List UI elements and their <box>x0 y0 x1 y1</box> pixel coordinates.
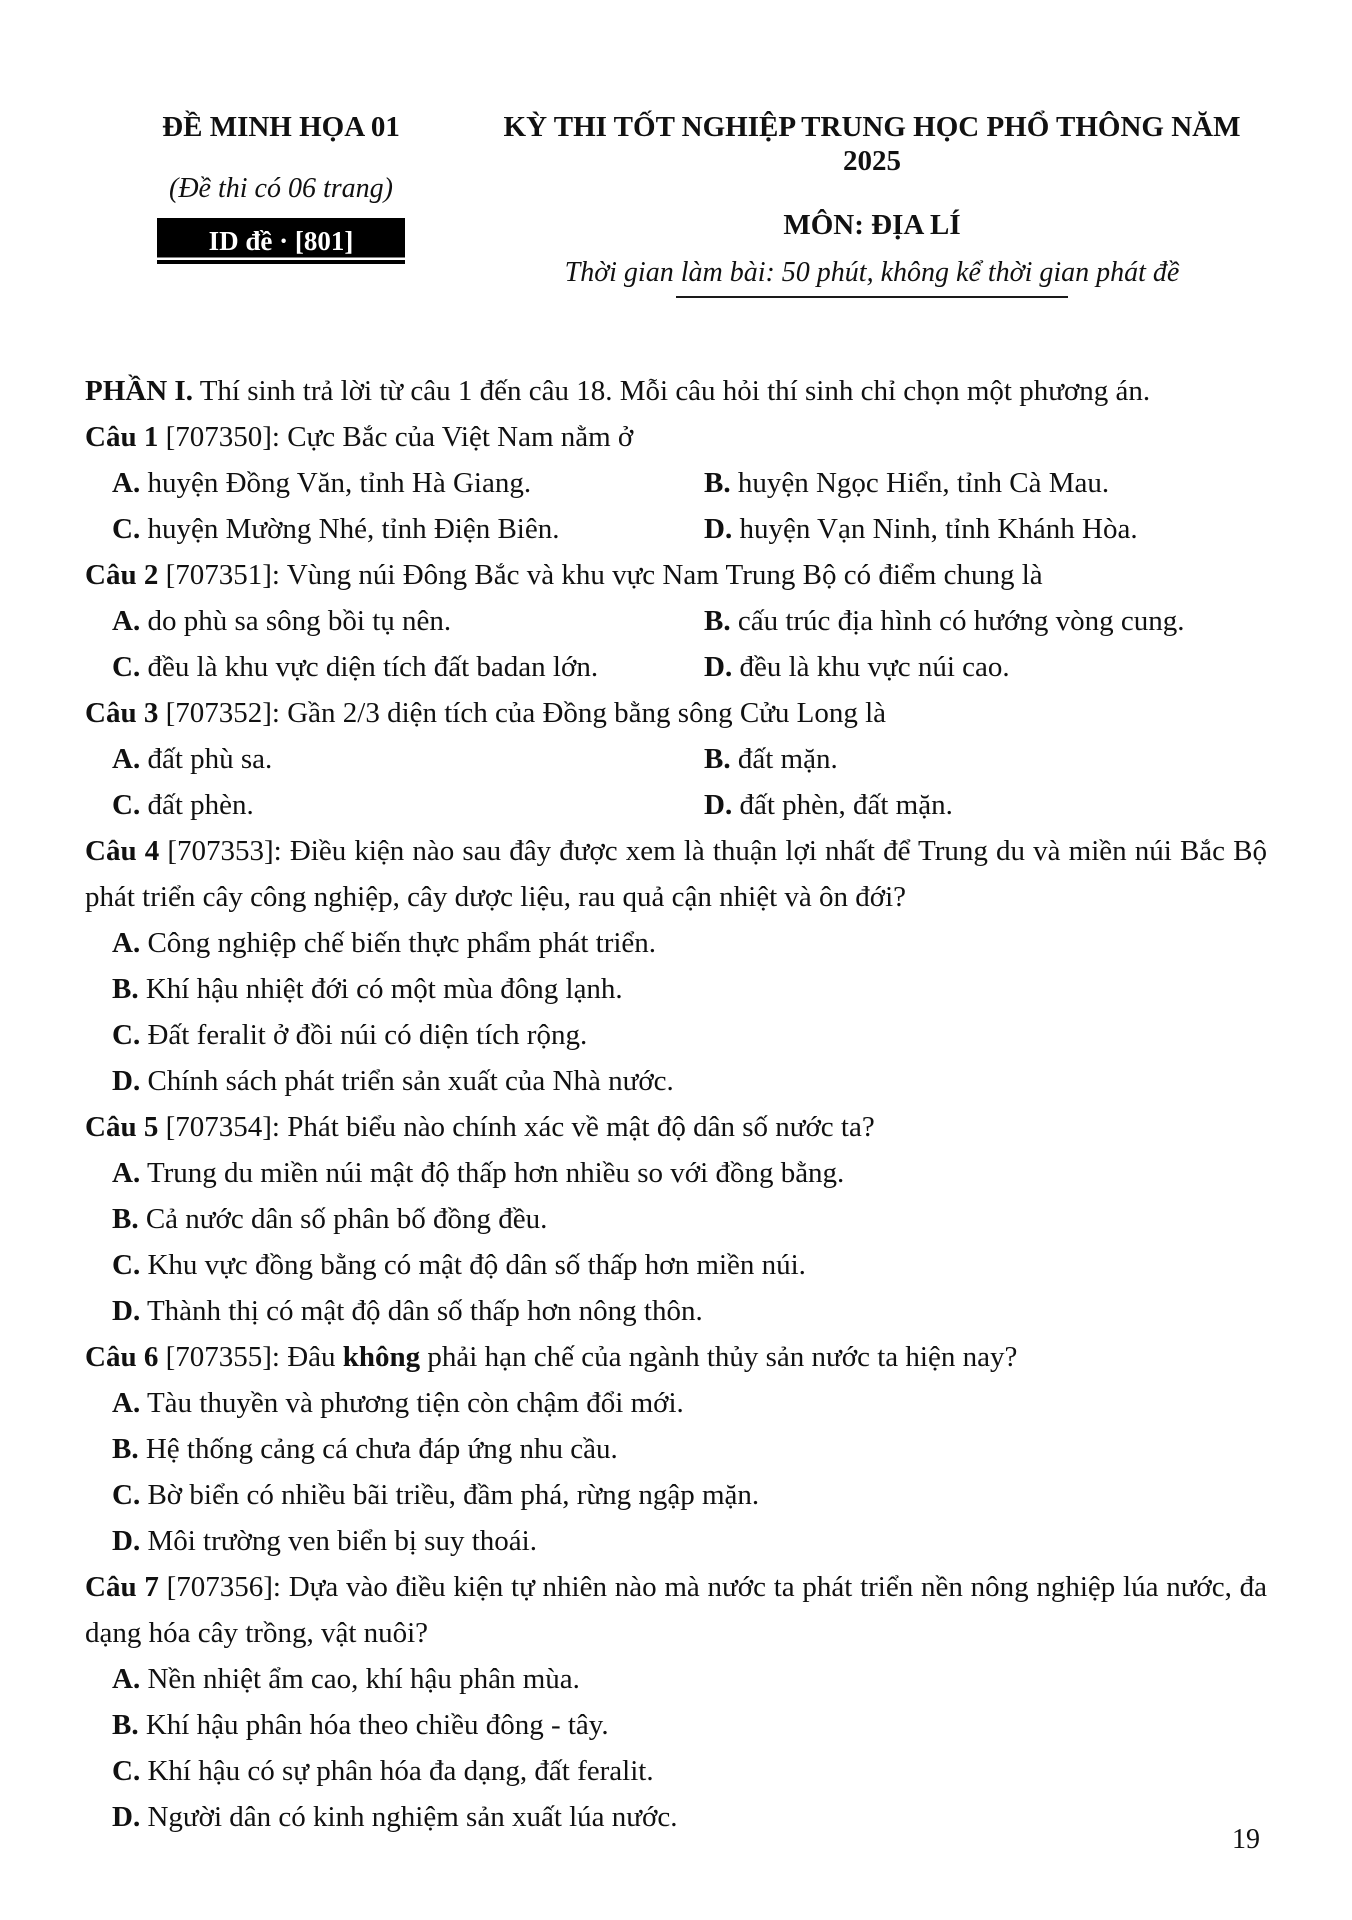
option-key: B. <box>112 1433 139 1465</box>
option-key: A. <box>112 467 141 499</box>
option-text: huyện Mường Nhé, tỉnh Điện Biên. <box>147 513 560 545</box>
option-key: A. <box>112 1387 141 1419</box>
question-7 <box>85 1564 1267 1840</box>
question-4-option-c <box>85 1012 1267 1058</box>
question-3-option-b <box>677 736 1267 782</box>
question-1-option-d <box>677 506 1267 552</box>
option-key: A. <box>112 1663 141 1695</box>
exam-title: KỲ THI TỐT NGHIỆP TRUNG HỌC PHỔ THÔNG NĂM 2025 <box>503 111 1241 177</box>
question-2-option-a <box>85 598 677 644</box>
header-left-block <box>85 110 477 298</box>
option-key: B. <box>704 605 731 637</box>
question-2-label: Câu 2 <box>85 559 159 591</box>
question-4-text: Điều kiện nào sau đây được xem là thuận lợi nhất để Trung du và miền núi Bắc Bộ phát triển cây công nghiệp, cây dược liệu, rau quả cận nhiệt và ôn đới? <box>85 835 1268 913</box>
question-4-id: [707353]: <box>167 835 282 867</box>
exam-content <box>85 368 1267 1840</box>
question-6-text-bold: không <box>342 1341 421 1373</box>
question-7-option-d <box>85 1794 1267 1840</box>
question-5-options <box>85 1150 1267 1334</box>
question-4-option-d <box>85 1058 1267 1104</box>
option-text: cấu trúc địa hình có hướng vòng cung. <box>737 605 1185 637</box>
option-key: C. <box>112 1019 141 1051</box>
option-key: D. <box>704 651 733 683</box>
question-1-label: Câu 1 <box>85 421 159 453</box>
option-key: D. <box>112 1525 141 1557</box>
question-2-option-c <box>85 644 677 690</box>
question-3-id: [707352]: <box>165 697 280 729</box>
question-3-option-d <box>677 782 1267 828</box>
question-6-id: [707355]: <box>165 1341 280 1373</box>
exam-header <box>85 110 1267 298</box>
question-5-option-a <box>85 1150 1267 1196</box>
question-1-option-b <box>677 460 1267 506</box>
option-text: huyện Đồng Văn, tỉnh Hà Giang. <box>147 467 532 499</box>
exam-subject: MÔN: ĐỊA LÍ <box>783 209 961 241</box>
option-text: Khí hậu nhiệt đới có một mùa đông lạnh. <box>145 973 623 1005</box>
question-4-stem <box>85 828 1267 920</box>
question-5 <box>85 1104 1267 1334</box>
option-text: Bờ biển có nhiều bãi triều, đầm phá, rừng ngập mặn. <box>147 1479 760 1511</box>
question-5-text: Phát biểu nào chính xác về mật độ dân số nước ta? <box>287 1111 875 1143</box>
duration-underline <box>676 296 1068 298</box>
option-text: Hệ thống cảng cá chưa đáp ứng nhu cầu. <box>145 1433 618 1465</box>
question-5-stem <box>85 1104 1267 1150</box>
question-2-id: [707351]: <box>165 559 280 591</box>
option-text: Người dân có kinh nghiệm sản xuất lúa nước. <box>147 1801 678 1833</box>
question-1-options <box>85 460 1267 552</box>
question-6-label: Câu 6 <box>85 1341 159 1373</box>
question-3-option-a <box>85 736 677 782</box>
option-text: do phù sa sông bồi tụ nên. <box>147 605 452 637</box>
question-2-option-d <box>677 644 1267 690</box>
question-6-option-a <box>85 1380 1267 1426</box>
question-2 <box>85 552 1267 690</box>
option-text: Cả nước dân số phân bố đồng đều. <box>145 1203 548 1235</box>
option-key: B. <box>704 743 731 775</box>
question-6-text-pre: Đâu <box>287 1341 343 1373</box>
option-text: Tàu thuyền và phương tiện còn chậm đổi mới. <box>146 1387 684 1419</box>
question-1-option-c <box>85 506 677 552</box>
question-3-stem <box>85 690 1267 736</box>
option-key: B. <box>112 1203 139 1235</box>
question-7-option-a <box>85 1656 1267 1702</box>
question-5-option-c <box>85 1242 1267 1288</box>
option-text: Đất feralit ở đồi núi có diện tích rộng. <box>147 1019 588 1051</box>
question-5-option-b <box>85 1196 1267 1242</box>
question-4 <box>85 828 1267 1104</box>
exam-id-box: ID đề · [801] <box>157 218 405 264</box>
option-key: C. <box>112 789 141 821</box>
option-text: đất mặn. <box>737 743 838 775</box>
question-3-option-c <box>85 782 677 828</box>
question-7-text: Dựa vào điều kiện tự nhiên nào mà nước ta phát triển nền nông nghiệp lúa nước, đa dạng hóa cây trồng, vật nuôi? <box>85 1571 1268 1649</box>
option-text: Khí hậu có sự phân hóa đa dạng, đất feralit. <box>147 1755 654 1787</box>
option-text: huyện Ngọc Hiển, tỉnh Cà Mau. <box>737 467 1110 499</box>
question-6-option-d <box>85 1518 1267 1564</box>
question-4-label: Câu 4 <box>85 835 160 867</box>
option-text: đều là khu vực diện tích đất badan lớn. <box>147 651 599 683</box>
question-4-options <box>85 920 1267 1104</box>
option-text: đất phèn. <box>147 789 254 821</box>
question-7-option-c <box>85 1748 1267 1794</box>
option-text: Nền nhiệt ẩm cao, khí hậu phân mùa. <box>147 1663 580 1695</box>
option-text: Khu vực đồng bằng có mật độ dân số thấp hơn miền núi. <box>147 1249 806 1281</box>
exam-code-title: ĐỀ MINH HỌA 01 <box>162 111 400 143</box>
question-1 <box>85 414 1267 552</box>
option-text: huyện Vạn Ninh, tỉnh Khánh Hòa. <box>739 513 1138 545</box>
option-key: D. <box>704 789 733 821</box>
option-key: A. <box>112 743 141 775</box>
question-3-text: Gần 2/3 diện tích của Đồng bằng sông Cửu Long là <box>287 697 887 729</box>
question-4-option-a <box>85 920 1267 966</box>
option-key: D. <box>112 1295 141 1327</box>
question-1-id: [707350]: <box>165 421 280 453</box>
question-7-stem <box>85 1564 1267 1656</box>
option-text: Công nghiệp chế biến thực phẩm phát triển. <box>147 927 657 959</box>
option-key: C. <box>112 1249 141 1281</box>
option-key: A. <box>112 927 141 959</box>
option-key: D. <box>704 513 733 545</box>
question-5-id: [707354]: <box>165 1111 280 1143</box>
question-1-option-a <box>85 460 677 506</box>
question-7-options <box>85 1656 1267 1840</box>
option-text: Môi trường ven biển bị suy thoái. <box>147 1525 537 1557</box>
option-key: C. <box>112 651 141 683</box>
option-key: B. <box>112 1709 139 1741</box>
question-3 <box>85 690 1267 828</box>
question-3-options <box>85 736 1267 828</box>
question-4-option-b <box>85 966 1267 1012</box>
option-key: C. <box>112 1755 141 1787</box>
option-key: C. <box>112 513 141 545</box>
option-text: Khí hậu phân hóa theo chiều đông - tây. <box>145 1709 609 1741</box>
option-key: A. <box>112 1157 141 1189</box>
option-text: đất phèn, đất mặn. <box>739 789 953 821</box>
question-6-options <box>85 1380 1267 1564</box>
option-key: B. <box>704 467 731 499</box>
question-7-label: Câu 7 <box>85 1571 159 1603</box>
question-6 <box>85 1334 1267 1564</box>
option-text: Chính sách phát triển sản xuất của Nhà nước. <box>147 1065 674 1097</box>
page-count-note: (Đề thi có 06 trang) <box>169 173 393 204</box>
question-7-id: [707356]: <box>166 1571 281 1603</box>
question-1-stem <box>85 414 1267 460</box>
option-text: Thành thị có mật độ dân số thấp hơn nông thôn. <box>146 1295 703 1327</box>
option-key: A. <box>112 605 141 637</box>
option-text: đều là khu vực núi cao. <box>739 651 1010 683</box>
header-right-block <box>477 110 1267 298</box>
question-3-label: Câu 3 <box>85 697 159 729</box>
option-text: Trung du miền núi mật độ thấp hơn nhiều so với đồng bằng. <box>146 1157 845 1189</box>
option-key: D. <box>112 1801 141 1833</box>
question-6-text-post: phải hạn chế của ngành thủy sản nước ta hiện nay? <box>420 1341 1018 1373</box>
question-1-text: Cực Bắc của Việt Nam nằm ở <box>287 421 634 453</box>
page-number: 19 <box>1232 1824 1260 1855</box>
option-text: đất phù sa. <box>147 743 273 775</box>
part1-label: PHẦN I. <box>85 375 193 407</box>
question-6-stem <box>85 1334 1267 1380</box>
option-key: B. <box>112 973 139 1005</box>
exam-duration: Thời gian làm bài: 50 phút, không kể thời gian phát đề <box>564 257 1180 288</box>
question-2-stem <box>85 552 1267 598</box>
question-2-options <box>85 598 1267 690</box>
option-key: C. <box>112 1479 141 1511</box>
question-7-option-b <box>85 1702 1267 1748</box>
question-5-option-d <box>85 1288 1267 1334</box>
question-5-label: Câu 5 <box>85 1111 159 1143</box>
option-key: D. <box>112 1065 141 1097</box>
question-2-option-b <box>677 598 1267 644</box>
question-6-option-c <box>85 1472 1267 1518</box>
part1-text: Thí sinh trả lời từ câu 1 đến câu 18. Mỗi câu hỏi thí sinh chỉ chọn một phương án. <box>199 375 1151 407</box>
question-2-text: Vùng núi Đông Bắc và khu vực Nam Trung Bộ có điểm chung là <box>286 559 1043 591</box>
part1-instruction <box>85 368 1267 414</box>
question-6-option-b <box>85 1426 1267 1472</box>
